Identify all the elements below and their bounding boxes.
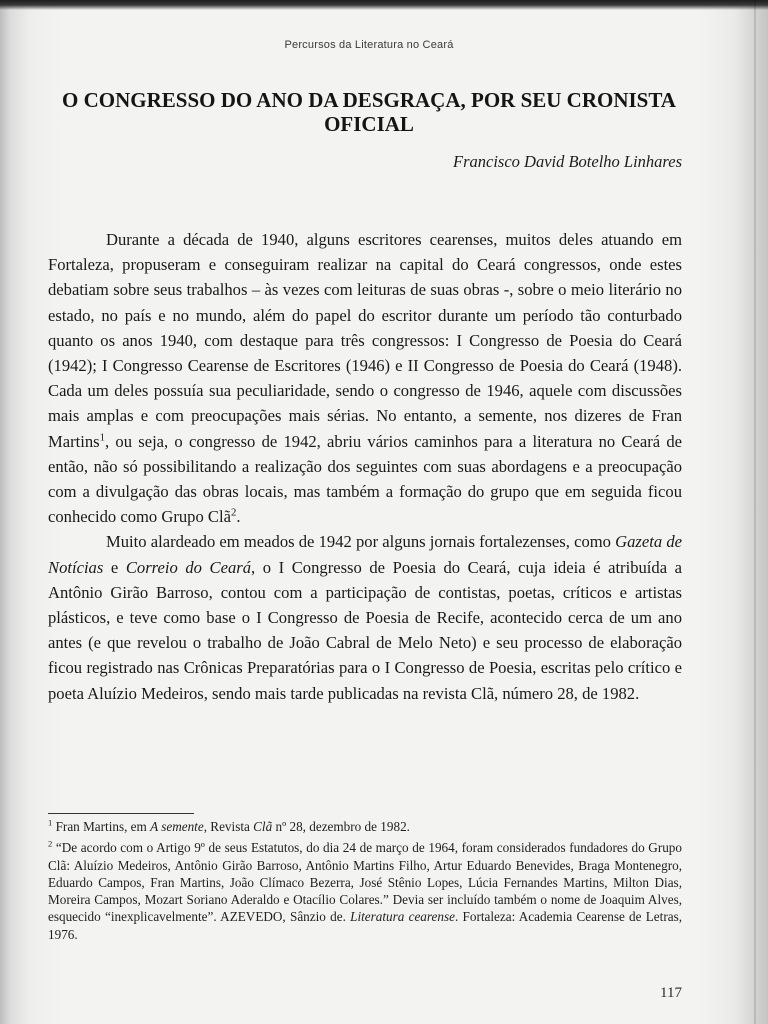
footnote-2-number: 2 [48, 838, 53, 849]
paragraph-1 [48, 227, 682, 529]
paragraph-1-text-b: , ou seja, o congresso de 1942, abriu vários caminhos para a literatura no Ceará de então, não só possibilitando a realização dos seguintes com suas abordagens e a preocupação com a divulgação das obras locais, mas também a formação do grupo que em seguida ficou conhecido como Grupo Clã [48, 431, 682, 527]
footnote-1-italic-a: A semente [150, 819, 204, 834]
paragraph-1-text-c: . [236, 507, 241, 527]
footnote-divider [48, 813, 194, 814]
footnote-1-text-b: , Revista [203, 819, 254, 834]
footnote-1-italic-b: Clã [253, 819, 273, 834]
footnote-1-text-c: nº 28, dezembro de 1982. [272, 819, 410, 834]
paragraph-2-text-a: Muito alardeado em meados de 1942 por alguns jornais fortalezenses, como [106, 532, 616, 552]
newspaper-name-2: Correio do Ceará [125, 557, 252, 577]
page-number: 117 [660, 985, 682, 1001]
footnote-2-text-b: . Fortaleza: Academia Cearense de Letras, 1976. [48, 909, 682, 942]
footnote-2 [48, 839, 682, 943]
footnote-1-text-a: Fran Martins, em [52, 819, 151, 834]
body-text [48, 227, 682, 706]
footnote-2-italic-a: Literatura cearense [350, 909, 455, 925]
footnotes [48, 818, 682, 947]
newspaper-name-1: Gazeta de Notícias [48, 532, 682, 577]
footnote-1 [48, 818, 682, 835]
chapter-title: O CONGRESSO DO ANO DA DESGRAÇA, POR SEU CRONISTA OFICIAL [62, 88, 676, 136]
paragraph-2-text-b: e [103, 557, 126, 577]
paragraph-2-text-c: , o I Congresso de Poesia do Ceará, cuja ideia é atribuída a Antônio Girão Barroso, contou com a participação de contistas, poetas, críticos e artistas plásticos, e teve como base o I Congresso de Poesia de Recife, acontecido cerca de um ano antes (e que revelou o trabalho de João Cabral de Melo Neto) e seu processo de elaboração ficou registrado nas Crônicas Preparatórias para o I Congresso de Poesia, escritas pelo crítico e poeta Aluízio Medeiros, sendo mais tarde publicadas na revista Clã, número 28, de 1982. [48, 557, 682, 703]
footnote-ref-1: 1 [99, 431, 106, 444]
footnote-1-number: 1 [48, 817, 53, 828]
footnote-ref-2: 2 [230, 506, 237, 519]
running-head: Percursos da Literatura no Ceará [284, 39, 454, 51]
author-name: Francisco David Botelho Linhares [453, 152, 682, 171]
paragraph-2 [48, 529, 682, 705]
footnote-2-text-a: “De acordo com o Artigo 9º de seus Estatutos, do dia 24 de março de 1964, foram considerados fundadores do Grupo Clã: Aluízio Medeiros, Antônio Girão Barroso, Antônio Martins Filho, Artur Eduardo Benevides, Braga Montenegro, Eduardo Campos, Fran Martins, João Clímaco Bezerra, José Stênio Lopes, Lúcia Fernandes Martins, Milton Dias, Moreira Campos, Mozart Soriano Aderaldo e Otacílio Colares.” Devia ser incluído também o nome de Joaquim Alves, esquecido “inexplicavelmente”. AZEVEDO, Sânzio de. [48, 840, 682, 925]
paragraph-1-text-a: Durante a década de 1940, alguns escritores cearenses, muitos deles atuando em Fortaleza, propuseram e conseguiram realizar na capital do Ceará congressos, onde estes debatiam sobre seus trabalhos – às vezes com leituras de suas obras -, sobre o meio literário no estado, no país e no mundo, além do papel do escritor durante um período tão conturbado quanto os anos 1940, com destaque para três congressos: I Congresso de Poesia do Ceará (1942); I Congresso Cearense de Escritores (1946) e II Congresso de Poesia do Ceará (1948). Cada um deles possuía sua peculiaridade, sendo o congresso de 1946, aquele com discussões mais amplas e com preocupações mais sérias. No entanto, a semente, nos dizeres de Fran Martins [48, 230, 682, 451]
